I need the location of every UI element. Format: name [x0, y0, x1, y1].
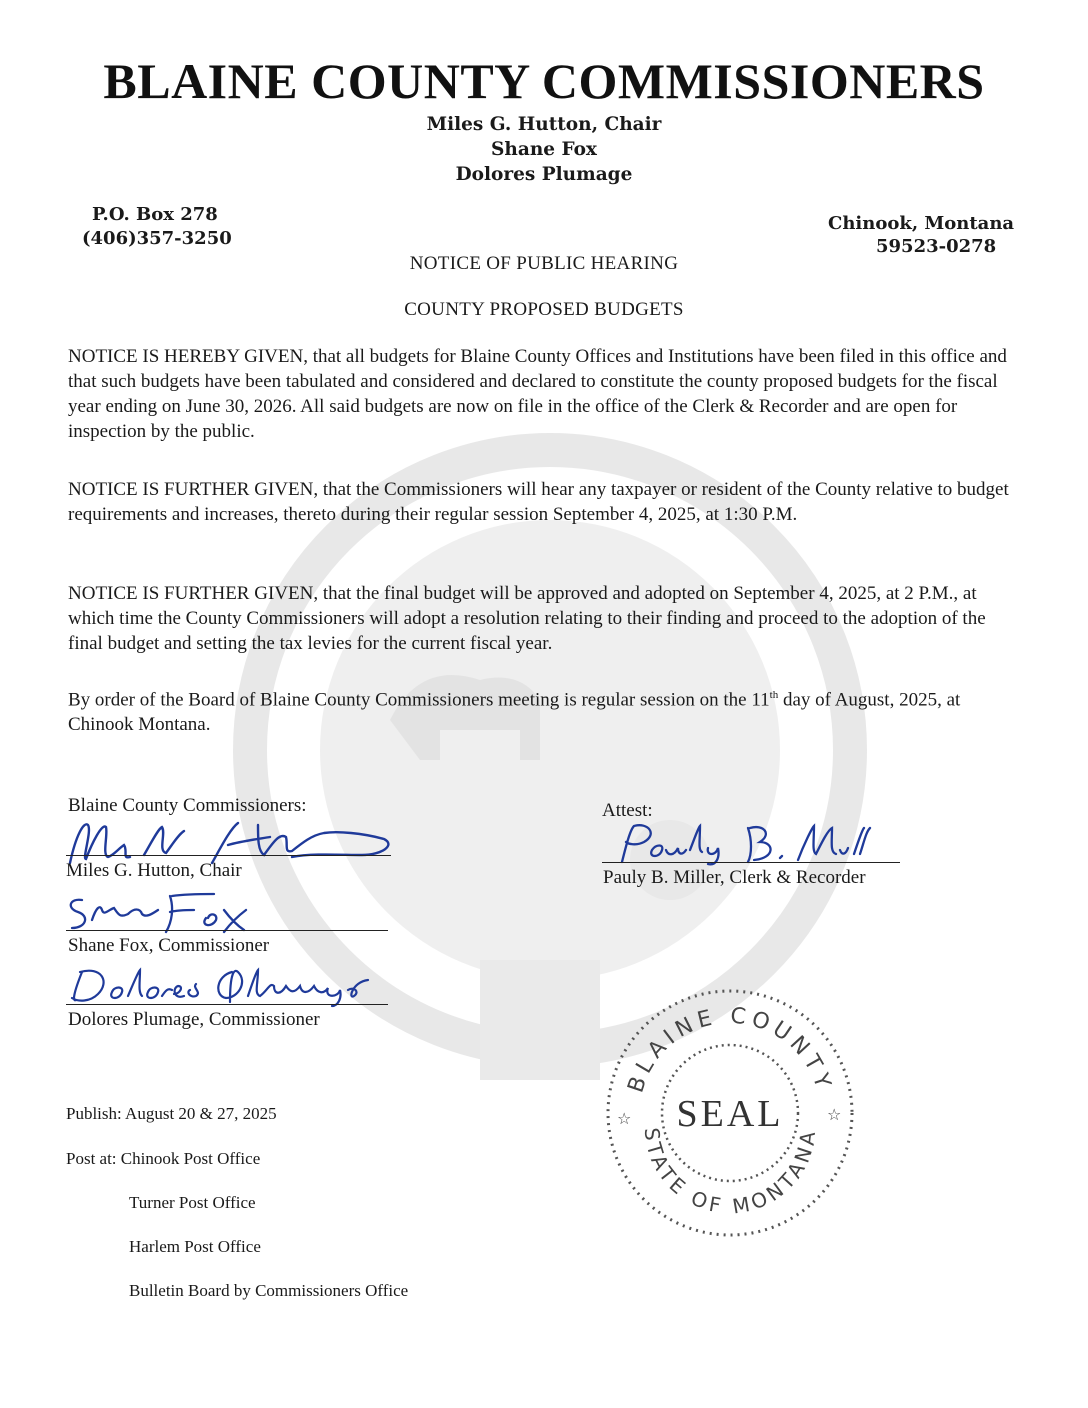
zip-code: 59523-0278: [876, 236, 997, 257]
post-location-bulletin-board: Bulletin Board by Commissioners Office: [129, 1281, 409, 1300]
county-commissioners-title: BLAINE COUNTY COMMISSIONERS: [103, 53, 985, 109]
city-state: Chinook, Montana: [828, 213, 1015, 234]
member-chair: Miles G. Hutton, Chair: [426, 114, 662, 135]
state-outline-silhouette: [480, 960, 600, 1080]
notice-subheading: COUNTY PROPOSED BUDGETS: [404, 299, 684, 320]
po-box: P.O. Box 278: [92, 204, 218, 225]
phone-number: (406)357-3250: [82, 228, 232, 249]
member-3: Dolores Plumage: [455, 164, 633, 185]
clerk-recorder-name: Pauly B. Miller, Clerk & Recorder: [603, 867, 866, 888]
seal-ring-top-text: BLAINE COUNTY: [623, 1003, 837, 1096]
post-location-turner: Turner Post Office: [129, 1193, 256, 1212]
signature-line-chair: [66, 855, 391, 856]
mailing-address: [82, 203, 232, 251]
signer-3-name: Dolores Plumage, Commissioner: [68, 1009, 320, 1030]
signature-dolores-plumage: [62, 962, 392, 1008]
notice-heading: NOTICE OF PUBLIC HEARING: [409, 253, 679, 274]
notice-paragraph-2: NOTICE IS FURTHER GIVEN, that the Commissioners will hear any taxpayer or resident of the County relative to budget requirements and increases, thereto during their regular session September 4, 2025, at 1:30 P.M.: [68, 479, 1009, 525]
publish-dates: Publish: August 20 & 27, 2025: [66, 1104, 277, 1123]
signature-pauly-miller: [608, 820, 878, 868]
notice-paragraph-3: NOTICE IS FURTHER GIVEN, that the final budget will be approved and adopted on September 4, 2025, at 2 P.M., at which time the County Commissioners will adopt a resolution relating to their finding and proceed to the adoption of the final budget and setting the tax levies for the current fiscal year.: [68, 583, 986, 654]
post-at-line: Post at: Chinook Post Office: [66, 1149, 261, 1168]
seal-center-text: SEAL: [676, 1093, 784, 1135]
member-2: Shane Fox: [491, 139, 597, 160]
commissioner-list: [0, 112, 1088, 187]
signature-shane-fox: [62, 886, 312, 936]
paragraph-4-text-end: day of August, 2025, at Chinook Montana.: [68, 689, 961, 736]
ordinal-suffix: th: [769, 689, 779, 701]
signature-line-clerk: [602, 862, 900, 863]
seal-star-left-icon: ☆: [617, 1109, 632, 1128]
seal-ring-bottom-text: STATE OF MONTANA: [639, 1126, 821, 1219]
commissioners-label: Blaine County Commissioners:: [68, 795, 307, 816]
city-address: [828, 212, 1014, 258]
signature-line-commissioner-3: [66, 1004, 388, 1005]
county-seal: [595, 978, 865, 1248]
attest-label: Attest:: [602, 800, 653, 821]
signer-2-name: Shane Fox, Commissioner: [68, 935, 270, 956]
notice-paragraph-1: NOTICE IS HEREBY GIVEN, that all budgets for Blaine County Offices and Institutions have been filed in this office and that such budgets have been tabulated and considered and declared to constitute the county proposed budgets for the fiscal year ending on June 30, 2026. All said budgets are now on file in the office of the Clerk & Recorder and are open for inspection by the public.: [68, 346, 1007, 442]
notice-paragraph-4: [68, 683, 1018, 737]
seal-star-right-icon: ☆: [827, 1105, 842, 1124]
signer-chair-name: Miles G. Hutton, Chair: [66, 860, 242, 881]
post-location-harlem: Harlem Post Office: [129, 1237, 261, 1256]
signature-line-commissioner-2: [66, 930, 388, 931]
paragraph-4-text: By order of the Board of Blaine County Commissioners meeting is regular session on the 11: [68, 689, 770, 711]
